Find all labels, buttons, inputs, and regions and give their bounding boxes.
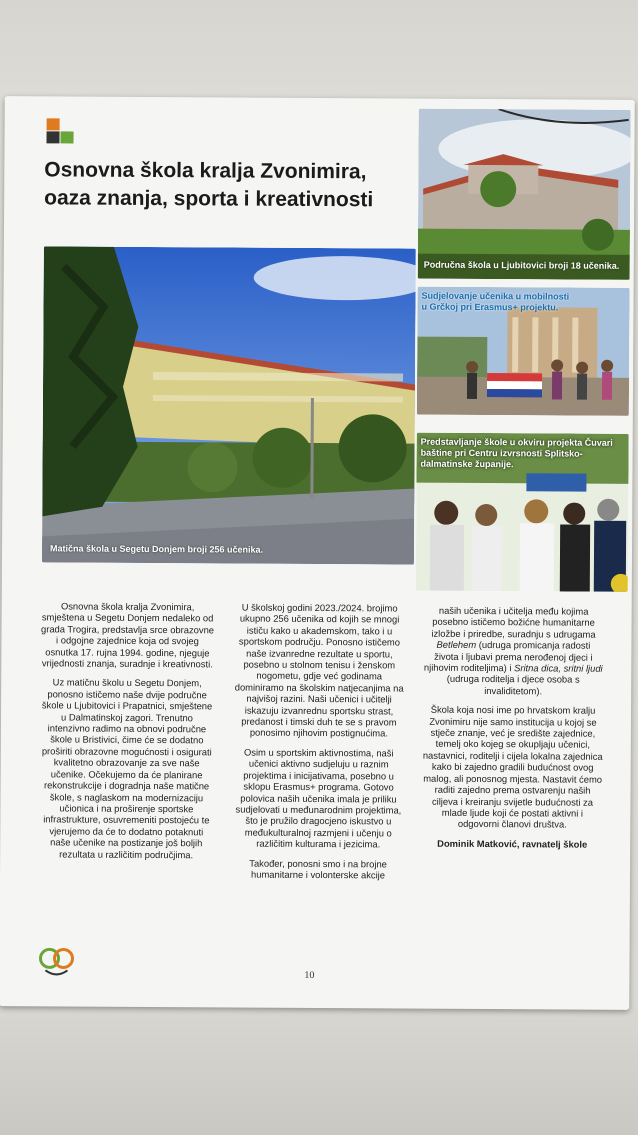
col1-paragraph-2: Uz matičnu školu u Segetu Donjem, ponosno ističemo naše dvije područne škole u Ljubitovici i Prapatnici, smještene u Dalmatinskoj zagori. Trenutno intenzivno radimo na obnovi područne škole u Bristivici, čime će se dodatno proširiti obrazovne mogućnosti i osigurati kvalitetno obrazovanje za sve naše učenike. Očekujemo da će planirane rekonstrukcije i dogradnja naše matične škole, s naglaskom na modernizaciju učionica i na proširenje sportske infrastrukture, osuvremeniti postojeću te vjerujemo da će to dodatno potaknuti naše učenike na postizanje još boljih rezultata u različitim područjima. [41,676,213,860]
col3-paragraph-1 [423,605,604,697]
col3-p1-text-e: (udruga roditelja i djece osoba s invaliditetom). [446,673,580,697]
col3-p1-text-c: (udruga promicanja radosti života i ljubavi prema nerođenoj djeci i njihovim roditeljima) i [423,639,593,674]
col2-paragraph-3: Također, ponosni smo i na brojne humanitarne i volonterske akcije [249,857,387,881]
article-title [44,156,414,214]
text-column-1 [38,600,216,868]
caption-top-right: Područna škola u Ljubitovici broji 18 učenika. [423,259,620,271]
col3-p1-text-a: naših učenika i učitelja među kojima posebno ističemo božićne humanitarne izložbe i priredbe, suradnju s udrugama [431,604,596,640]
main-school-photo [42,246,416,564]
text-column-2 [230,601,408,888]
text-column-3 [422,605,604,858]
col3-paragraph-2: Škola koja nosi ime po hrvatskom kralju Zvonimiru nije samo institucija u kojoj se stječe znanje, već je središte zajednice, temelj oko kojeg se okupljaju učenici, nastavnici, roditelji i cijela lokalna zajednica kako bi zajedno gradili budućnost ovog malog, ali ponosnog mjesta. Nastavit ćemo raditi zajedno prema ostvarenju naših ciljeva i kreiranju svijetle budućnosti za mlade ljude koji će postati aktivni i odgovorni članovi društva. [422,703,603,830]
heritage-project-photo [416,433,629,592]
title-line-1: Osnovna škola kralja Zvonimira, [44,158,367,184]
caption-bottom-right: Predstavljanje škole u okviru projekta Čuvari baštine pri Centru izvrsnosti Splitsko-dalmatinske županije. [420,436,613,470]
title-line-2: oaza znanja, sporta i kreativnosti [44,186,374,212]
col2-paragraph-2: Osim u sportskim aktivnostima, naši učenici aktivno sudjeluju u raznim projektima i inicijativama, posebno u sklopu Erasmus+ programa. Gotovo polovica naših učenika imala je priliku sudjelovati u međunarodnim projektima, što je pružilo dragocjeno iskustvo u međukulturalnoj razmjeni i učenju o različitim kulturama i jezicima. [235,746,402,850]
page-number: 10 [304,969,315,981]
footer-logo-icon [37,946,77,976]
signature: Dominik Matković, ravnatelj škole [437,837,588,850]
magazine-page [0,96,635,1010]
col2-paragraph-1: U školskoj godini 2023./2024. brojimo ukupno 256 učenika od kojih se mnogi ističu kako u akademskom, tako i u sportskom području. Ponosno ističemo naše izvanredne rezultate u sportu, posebno u stolnom tenisu i ženskom nogometu, gdje već godinama dominiramo na školskim natjecanjima na najvišoj razini. Naši učenici i učitelji iskazuju izvanrednu sportsku strast, predanost i timski duh te se s pravom ponosimo njihovim postignućima. [234,601,404,739]
magazine-logo-icon [46,118,76,144]
col3-sritna-dica: Sritna dica, sritni ljudi [514,662,603,674]
col3-betlehem: Betlehem [436,638,477,651]
erasmus-greece-photo [417,287,630,416]
main-school-image [42,246,416,564]
caption-main: Matična škola u Segetu Donjem broji 256 učenika. [49,543,264,555]
col1-paragraph-1: Osnovna škola kralja Zvonimira, smještena u Segetu Donjem nedaleko od grada Trogira, predstavlja srce obrazovne i odgojne zajednice koja od svojeg osnutka 17. rujna 1994. godine, njeguje vrijednosti znanja, suradnje i kreativnosti. [40,600,215,670]
ljubitovica-image [418,109,631,280]
ljubitovica-school-photo [418,109,631,280]
caption-middle-right: Sudjelovanje učenika u mobilnosti u Grčkoj pri Erasmus+ projektu. [421,290,570,313]
